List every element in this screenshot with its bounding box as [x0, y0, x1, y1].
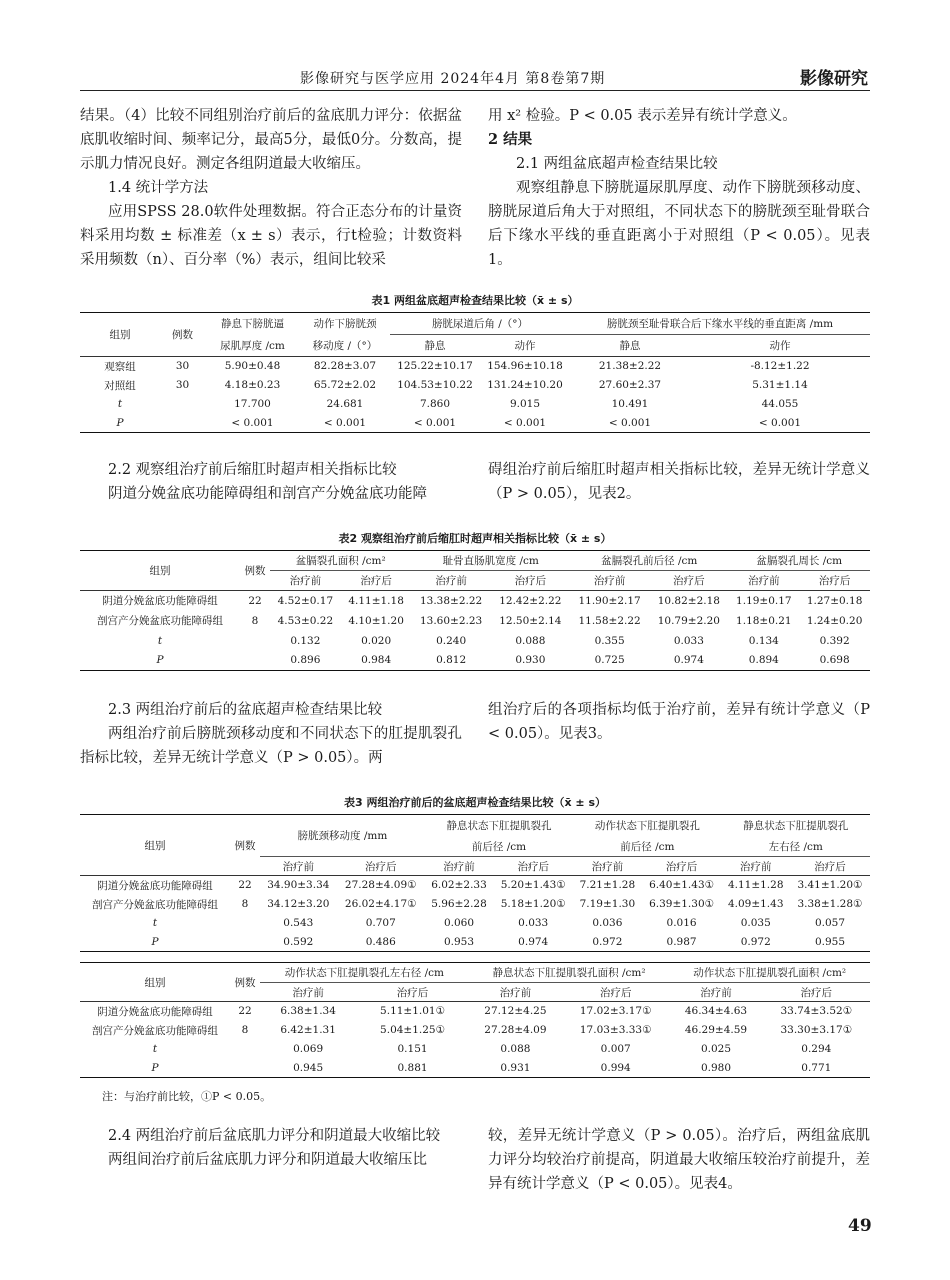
t2-h3: 盆膈裂孔前后径 /cm — [570, 551, 729, 571]
table3-part-a — [80, 814, 870, 952]
paragraph-stats: 应用SPSS 28.0软件处理数据。符合正态分布的计量资料采用均数 ± 标准差（x ± s）表示，行t检验；计数资料采用频数（n）、百分率（%）表示，组间比较采 — [80, 204, 462, 268]
cell: 治疗前 — [722, 857, 790, 876]
cell: 0.025 — [700, 1043, 732, 1055]
cell: 26.02±4.17① — [344, 898, 417, 910]
cell: 0.035 — [740, 917, 771, 929]
mid2-left-column — [80, 698, 462, 770]
cell: 0.771 — [763, 1059, 870, 1078]
cell: 0.392 — [819, 634, 850, 647]
cell: 0.725 — [570, 651, 649, 671]
cell: 治疗前 — [728, 571, 799, 591]
cell: 0.930 — [491, 651, 570, 671]
cell: 4.18±0.23 — [224, 379, 281, 391]
table-row — [80, 414, 870, 433]
cell: 0.812 — [411, 651, 490, 671]
cell: 0.069 — [293, 1043, 324, 1055]
cell: 5.04±1.25① — [380, 1024, 446, 1036]
cell: P — [80, 651, 240, 671]
cell: 27.28±4.09 — [484, 1024, 547, 1036]
cell: 0.057 — [814, 917, 845, 929]
cell: 治疗前 — [260, 857, 337, 876]
paragraph-2-4-right: 较，差异无统计学意义（P > 0.05）。治疗后，两组盆底肌力评分均较治疗前提高，阴道最大收缩压较治疗前提升，差异有统计学意义（P < 0.05）。见表4。 — [488, 1128, 870, 1192]
t3-a-h1: 膀胱颈移动度 /mm — [260, 815, 425, 857]
cell: P — [80, 414, 160, 433]
cell: 6.42±1.31 — [280, 1024, 336, 1036]
heading-2: 2 结果 — [488, 131, 533, 148]
cell: 0.007 — [600, 1043, 631, 1055]
cell: 13.60±2.23 — [419, 614, 483, 627]
cell: 131.24±10.20 — [487, 379, 563, 391]
cell: 33.30±3.17① — [780, 1024, 853, 1036]
cell: 治疗前 — [425, 857, 493, 876]
cell: < 0.001 — [390, 414, 480, 433]
table-row — [80, 895, 870, 914]
table-row — [80, 1002, 870, 1021]
cell: 0.294 — [801, 1043, 832, 1055]
cell: 44.055 — [761, 398, 799, 410]
cell: 46.34±4.63 — [684, 1005, 748, 1018]
t1-h-c1a: 静息下膀胱逼 — [205, 313, 300, 335]
heading-2-3: 2.3 两组治疗前后的盆底超声检查结果比较 — [108, 702, 383, 718]
cell: 治疗后 — [493, 857, 573, 876]
journal-info: 影像研究与医学应用 2024年4月 第8卷第7期 — [300, 71, 606, 87]
table-row — [80, 395, 870, 414]
table-row — [80, 611, 870, 631]
t3-a-h3b: 前后径 /cm — [573, 837, 721, 857]
cell: 22 — [248, 594, 262, 607]
cell: 治疗后 — [642, 857, 722, 876]
cell: 0.355 — [594, 634, 625, 647]
cell: t — [117, 398, 123, 410]
cell: 0.592 — [260, 933, 337, 952]
cell: 34.90±3.34 — [267, 879, 330, 892]
cell: P — [80, 1059, 230, 1078]
cell: 27.28±4.09① — [344, 879, 417, 892]
cell: 4.11±1.28 — [727, 879, 784, 892]
cell: 6.02±2.33 — [431, 879, 487, 892]
header-rule — [80, 90, 870, 91]
cell: 0.974 — [493, 933, 573, 952]
top-right-column — [488, 104, 870, 272]
heading-1-4: 1.4 统计学方法 — [108, 180, 209, 196]
cell: 0.972 — [573, 933, 641, 952]
table-row — [80, 651, 870, 671]
table-row — [80, 376, 870, 395]
cell: 剖宫产分娩盆底功能障碍组 — [97, 615, 223, 627]
cell — [230, 933, 260, 952]
cell: 0.896 — [270, 651, 341, 671]
cell: 治疗后 — [799, 571, 870, 591]
cell: 22 — [238, 1005, 252, 1018]
cell: 5.18±1.20① — [500, 898, 566, 910]
t3-a-h4a: 静息状态下肛提肌裂孔 — [722, 815, 870, 837]
paragraph-2-3-right: 组治疗后的各项指标均低于治疗前，差异有统计学意义（P < 0.05）。见表3。 — [488, 702, 870, 742]
t3-b-h-n: 例数 — [230, 963, 260, 1002]
cell: 治疗后 — [790, 857, 870, 876]
cell: 治疗前 — [570, 571, 649, 591]
table2 — [80, 550, 870, 671]
cell: 21.38±2.22 — [598, 360, 662, 373]
heading-2-1: 2.1 两组盆底超声检查结果比较 — [516, 156, 718, 172]
cell: 对照组 — [104, 379, 136, 392]
cell: 4.10±1.20 — [348, 614, 404, 627]
cell: 治疗后 — [491, 571, 570, 591]
cell: 0.240 — [436, 634, 467, 647]
cell: 6.39±1.30① — [649, 898, 715, 910]
top-left-column — [80, 104, 462, 272]
table-row — [80, 1021, 870, 1040]
cell: 阴道分娩盆底功能障碍组 — [97, 879, 213, 892]
cell: 1.27±0.18 — [806, 594, 863, 607]
cell: 0.033 — [518, 917, 549, 929]
cell: 治疗前 — [469, 983, 562, 1002]
t2-h4: 盆膈裂孔周长 /cm — [728, 551, 870, 571]
cell: 30 — [175, 360, 190, 373]
cell: 治疗后 — [649, 571, 728, 591]
table2-caption: 表2 观察组治疗前后缩肛时超声相关指标比较（x̄ ± s） — [338, 532, 612, 545]
cell: 27.60±2.37 — [598, 379, 662, 391]
t1-h-c2a: 动作下膀胱颈 — [300, 313, 390, 335]
t1-h-c3-rest: 静息 — [390, 335, 480, 357]
cell: 治疗后 — [337, 857, 425, 876]
cell: 0.151 — [397, 1043, 428, 1055]
mid2-right-column — [488, 698, 870, 746]
paragraph-chi-square: 用 x² 检验。P < 0.05 表示差异有统计学意义。 — [488, 108, 797, 124]
table-row — [80, 876, 870, 895]
cell: < 0.001 — [300, 414, 390, 433]
cell: 12.50±2.14 — [499, 614, 562, 627]
table-row — [80, 1040, 870, 1059]
cell — [240, 631, 270, 651]
cell: 11.58±2.22 — [578, 614, 641, 627]
paragraph-2-3-left: 两组治疗前后膀胱颈移动度和不同状态下的肛提肌裂孔指标比较，差异无统计学意义（P > 0.05）。两 — [80, 726, 462, 766]
t1-h-c3-act: 动作 — [480, 335, 570, 357]
t2-h-group: 组别 — [80, 551, 240, 591]
cell: 0.980 — [669, 1059, 762, 1078]
table1-caption: 表1 两组盆底超声检查结果比较（x̄ ± s） — [371, 294, 579, 307]
cell: 治疗后 — [763, 983, 870, 1002]
cell: 10.491 — [611, 398, 649, 410]
cell: P — [80, 933, 230, 952]
cell: 5.31±1.14 — [752, 379, 808, 391]
cell: 8 — [251, 614, 259, 627]
cell: -8.12±1.22 — [750, 360, 810, 373]
cell: 治疗后 — [356, 983, 469, 1002]
cell: 33.74±3.52① — [780, 1005, 853, 1018]
t3-h-n: 例数 — [230, 815, 260, 876]
cell: 10.79±2.20 — [657, 614, 720, 627]
cell: 8 — [241, 898, 249, 910]
cell: 治疗后 — [562, 983, 669, 1002]
cell: 0.707 — [365, 917, 396, 929]
t3-a-h4b: 左右径 /cm — [722, 837, 870, 857]
cell: 5.20±1.43① — [500, 879, 566, 892]
heading-2-2: 2.2 观察组治疗前后缩肛时超声相关指标比较 — [108, 462, 397, 478]
cell: t — [152, 1043, 158, 1055]
cell: 0.016 — [666, 917, 697, 929]
t1-h-group: 组别 — [80, 313, 160, 357]
cell: 12.42±2.22 — [499, 594, 562, 607]
table-row — [80, 914, 870, 933]
cell: < 0.001 — [480, 414, 570, 433]
table-row — [80, 1059, 870, 1078]
cell: 0.543 — [283, 917, 314, 929]
cell: 治疗前 — [669, 983, 762, 1002]
cell: 4.52±0.17 — [277, 594, 334, 607]
cell: 0.881 — [356, 1059, 469, 1078]
cell: 6.38±1.34 — [280, 1005, 336, 1018]
cell: 阴道分娩盆底功能障碍组 — [97, 1005, 213, 1018]
cell: 125.22±10.17 — [397, 360, 473, 373]
bottom-left-column — [80, 1124, 462, 1172]
t3-b-h3: 动作状态下肛提肌裂孔面积 /cm² — [669, 963, 870, 983]
t3-h-group: 组别 — [80, 815, 230, 876]
table3-part-b — [80, 962, 870, 1078]
paragraph-2-4-left: 两组间治疗前后盆底肌力评分和阴道最大收缩压比 — [108, 1152, 427, 1168]
cell: 0.987 — [642, 933, 722, 952]
t2-h-n: 例数 — [240, 551, 270, 591]
cell: 0.036 — [592, 917, 623, 929]
cell: 0.894 — [728, 651, 799, 671]
paragraph-2-1: 观察组静息下膀胱逼尿肌厚度、动作下膀胱颈移动度、膀胱尿道后角大于对照组，不同状态下的膀胱颈至耻骨联合后下缘水平线的垂直距离小于对照组（P < 0.05）。见表1。 — [488, 180, 870, 268]
table-row — [80, 631, 870, 651]
paragraph-results-4: 结果。（4）比较不同组别治疗前后的盆底肌力评分：依据盆底肌收缩时间、频率记分，最高5分，最低0分。分数高，提示肌力情况良好。测定各组阴道最大收缩压。 — [80, 108, 462, 172]
cell: 0.486 — [337, 933, 425, 952]
t1-h-c4: 膀胱颈至耻骨联合后下缘水平线的垂直距离 /mm — [570, 313, 870, 335]
cell: 治疗前 — [270, 571, 341, 591]
t3-a-h2b: 前后径 /cm — [425, 837, 573, 857]
t3-a-h3a: 动作状态下肛提肌裂孔 — [573, 815, 721, 837]
table-row — [80, 933, 870, 952]
cell: 0.033 — [673, 634, 704, 647]
cell: 5.96±2.28 — [431, 898, 487, 910]
running-header — [0, 60, 950, 94]
t2-h1: 盆膈裂孔面积 /cm² — [270, 551, 411, 571]
t1-h-c4-rest: 静息 — [570, 335, 690, 357]
cell: 0.060 — [443, 917, 475, 929]
heading-2-4: 2.4 两组治疗前后盆底肌力评分和阴道最大收缩比较 — [108, 1128, 441, 1144]
t3-a-h2a: 静息状态下肛提肌裂孔 — [425, 815, 573, 837]
cell: 0.931 — [469, 1059, 562, 1078]
section-badge: 影像研究 — [800, 69, 868, 89]
cell: 0.972 — [722, 933, 790, 952]
page-number: 49 — [848, 1216, 872, 1236]
cell: 0.698 — [799, 651, 870, 671]
cell: 治疗前 — [411, 571, 490, 591]
cell: t — [157, 634, 163, 647]
cell: 11.90±2.17 — [578, 594, 641, 607]
cell: 22 — [238, 879, 252, 892]
cell: 观察组 — [104, 360, 136, 373]
cell — [160, 414, 205, 433]
cell: 0.984 — [341, 651, 412, 671]
cell: 17.02±3.17① — [579, 1005, 652, 1018]
cell: 4.53±0.22 — [277, 614, 334, 627]
cell: 0.088 — [515, 634, 546, 647]
cell: < 0.001 — [205, 414, 300, 433]
table3-note: 注：与治疗前比较，①P < 0.05。 — [102, 1090, 272, 1103]
table-row — [80, 357, 870, 376]
cell: t — [152, 917, 158, 929]
cell: 治疗后 — [341, 571, 412, 591]
cell: 17.03±3.33① — [579, 1024, 652, 1036]
cell: 1.18±0.21 — [736, 614, 792, 627]
t1-h-c1b: 尿肌厚度 /cm — [205, 335, 300, 357]
t1-h-c2b: 移动度 /（°） — [300, 335, 390, 357]
cell: 5.90±0.48 — [224, 360, 281, 373]
cell: 30 — [175, 379, 190, 391]
cell: 1.19±0.17 — [736, 594, 792, 607]
cell: < 0.001 — [570, 414, 690, 433]
cell: 阴道分娩盆底功能障碍组 — [102, 595, 218, 608]
t3-b-h1: 动作状态下肛提肌裂孔左右径 /cm — [260, 963, 469, 983]
cell: 剖宫产分娩盆底功能障碍组 — [92, 898, 218, 911]
cell: 0.020 — [361, 634, 392, 647]
cell: 46.29±4.59 — [684, 1024, 748, 1036]
cell: 10.82±2.18 — [657, 594, 720, 607]
cell: 34.12±3.20 — [267, 898, 330, 910]
t2-h2: 耻骨直肠肌宽度 /cm — [411, 551, 570, 571]
cell: 65.72±2.02 — [313, 379, 377, 391]
cell: 27.12±4.25 — [484, 1005, 547, 1018]
cell: < 0.001 — [690, 414, 870, 433]
cell: 1.24±0.20 — [806, 614, 863, 627]
cell: 治疗前 — [573, 857, 641, 876]
mid1-left-column — [80, 458, 462, 506]
cell: 104.53±10.22 — [397, 379, 473, 391]
cell: 4.09±1.43 — [727, 898, 784, 910]
t3-b-h-group: 组别 — [80, 963, 230, 1002]
cell: 4.11±1.18 — [348, 594, 404, 607]
paragraph-2-2-right: 碍组治疗前后缩肛时超声相关指标比较，差异无统计学意义（P > 0.05），见表2。 — [488, 462, 870, 502]
cell — [230, 1040, 260, 1059]
cell: 3.38±1.28① — [797, 898, 863, 910]
cell: 17.700 — [234, 398, 271, 410]
table-row — [80, 591, 870, 611]
cell: 0.132 — [290, 634, 321, 647]
cell: 0.953 — [425, 933, 493, 952]
cell: 0.955 — [790, 933, 870, 952]
cell: 7.860 — [419, 398, 451, 410]
cell: 13.38±2.22 — [419, 594, 483, 607]
cell: 8 — [241, 1024, 249, 1036]
cell: 82.28±3.07 — [313, 360, 377, 373]
cell — [230, 1059, 260, 1078]
cell: 7.19±1.30 — [579, 898, 636, 910]
paragraph-2-2-left: 阴道分娩盆底功能障碍组和剖宫产分娩盆底功能障 — [108, 486, 427, 502]
table1 — [80, 312, 870, 433]
cell — [230, 914, 260, 933]
cell: 0.134 — [748, 634, 779, 647]
t1-h-c4-act: 动作 — [690, 335, 870, 357]
bottom-right-column — [488, 1124, 870, 1196]
cell: 9.015 — [509, 398, 541, 410]
t1-h-c3: 膀胱尿道后角 /（°） — [390, 313, 570, 335]
cell — [160, 395, 205, 414]
cell: 0.974 — [649, 651, 728, 671]
cell: 剖宫产分娩盆底功能障碍组 — [92, 1024, 218, 1037]
table3-caption: 表3 两组治疗前后的盆底超声检查结果比较（x̄ ± s） — [343, 796, 606, 809]
cell: 5.11±1.01① — [380, 1005, 446, 1018]
cell: 0.994 — [562, 1059, 669, 1078]
cell: 7.21±1.28 — [579, 879, 636, 892]
cell — [240, 651, 270, 671]
cell: 6.40±1.43① — [649, 879, 715, 892]
cell: 24.681 — [326, 398, 364, 410]
cell: 3.41±1.20① — [797, 879, 863, 892]
cell: 154.96±10.18 — [487, 360, 563, 373]
mid1-right-column — [488, 458, 870, 506]
cell: 治疗前 — [260, 983, 356, 1002]
t1-h-n: 例数 — [160, 313, 205, 357]
t3-b-h2: 静息状态下肛提肌裂孔面积 /cm² — [469, 963, 670, 983]
cell: 0.088 — [500, 1043, 531, 1055]
cell: 0.945 — [260, 1059, 356, 1078]
